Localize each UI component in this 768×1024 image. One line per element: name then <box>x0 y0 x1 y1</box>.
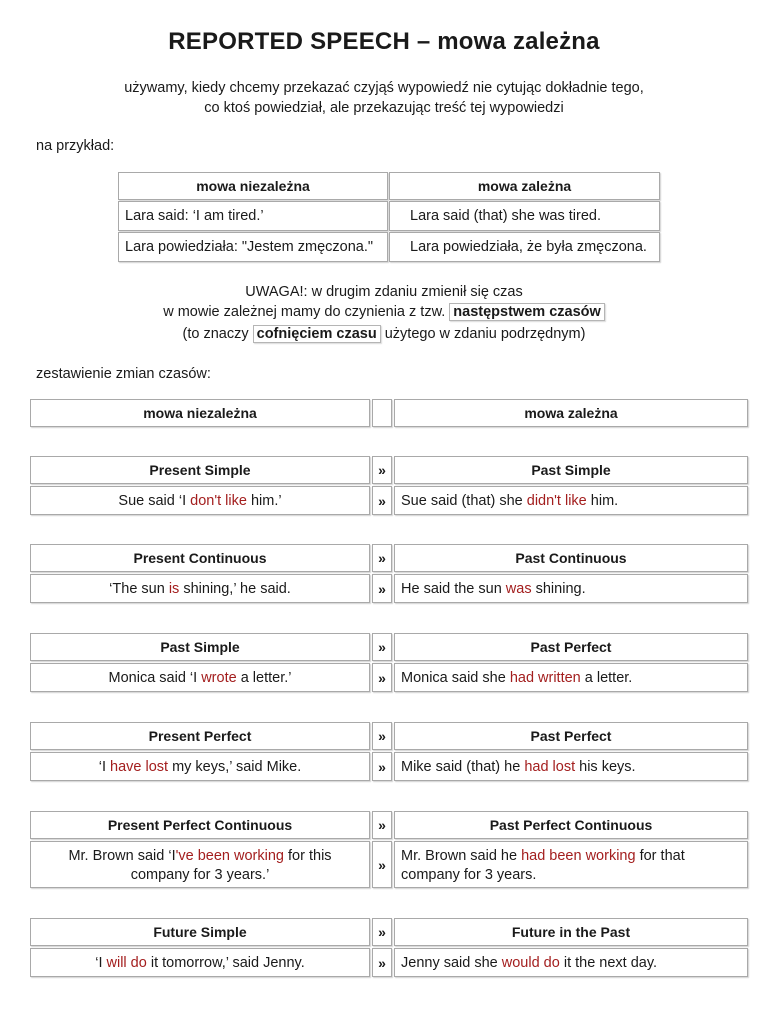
example-text-end: his keys. <box>575 758 636 775</box>
note-line-3 <box>0 326 768 342</box>
note-highlight-backshift: cofnięciem czasu <box>253 325 381 343</box>
arrow-icon: » <box>372 633 392 661</box>
tense-from-example <box>30 948 370 977</box>
example-text: Sue said ‘I <box>118 492 191 509</box>
example-header-direct: mowa niezależna <box>118 172 388 200</box>
highlighted-verb: would do <box>501 954 560 971</box>
highlighted-verb: have lost <box>110 758 169 775</box>
highlighted-verb: had been working <box>521 848 636 864</box>
arrow-icon: » <box>372 811 392 839</box>
tense-from-header: Present Perfect Continuous <box>30 811 370 839</box>
tense-from-example <box>30 486 370 515</box>
tense-to-header: Past Perfect <box>394 633 748 661</box>
example-text-end: him. <box>586 492 619 509</box>
tense-from-header: Past Simple <box>30 633 370 661</box>
example-text-end: for that company for 3 years. <box>401 848 685 883</box>
note-highlight-sequence: następstwem czasów <box>449 303 604 321</box>
page-title: REPORTED SPEECH – mowa zależna <box>168 28 600 55</box>
example-label: na przykład: <box>36 138 115 154</box>
arrow-icon: » <box>372 722 392 750</box>
arrow-icon: » <box>372 456 392 484</box>
example-text: Monica said she <box>401 669 510 686</box>
summary-header-spacer <box>372 399 392 427</box>
note-line-3-text: (to znaczy <box>182 326 253 342</box>
example-text: Jenny said she <box>401 954 502 971</box>
arrow-icon: » <box>372 574 392 603</box>
tense-to-header: Future in the Past <box>394 918 748 946</box>
highlighted-verb: had written <box>509 669 581 686</box>
tense-from-header: Future Simple <box>30 918 370 946</box>
example-text-end: a letter.’ <box>236 669 292 686</box>
tense-to-header: Past Perfect Continuous <box>394 811 748 839</box>
tense-to-example <box>394 841 748 888</box>
note-line-1: UWAGA!: w drugim zdaniu zmienił się czas <box>245 284 523 300</box>
example-text-end: a letter. <box>580 669 633 686</box>
tense-to-example <box>394 574 748 603</box>
arrow-icon: » <box>372 486 392 515</box>
tense-from-header: Present Continuous <box>30 544 370 572</box>
arrow-icon: » <box>372 948 392 977</box>
summary-header-direct: mowa niezależna <box>30 399 370 427</box>
example-text: Mr. Brown said ‘I <box>68 848 176 864</box>
example-text-end: for this company for 3 years.’ <box>130 848 332 883</box>
tense-to-header: Past Perfect <box>394 722 748 750</box>
highlighted-verb: don't like <box>190 492 247 509</box>
tense-to-header: Past Continuous <box>394 544 748 572</box>
note-line-2 <box>0 304 768 320</box>
tense-to-example <box>394 486 748 515</box>
summary-header-reported: mowa zależna <box>394 399 748 427</box>
arrow-icon: » <box>372 663 392 692</box>
note-line-2-text: w mowie zależnej mamy do czynienia z tzw. <box>163 304 450 320</box>
intro-line-2: co ktoś powiedział, ale przekazując treść tej wypowiedzi <box>204 100 564 116</box>
example-text: ‘The sun <box>109 580 169 597</box>
example-text-end: it tomorrow,’ said Jenny. <box>146 954 305 971</box>
tense-to-example <box>394 752 748 781</box>
arrow-icon: » <box>372 752 392 781</box>
highlighted-verb: had lost <box>524 758 576 775</box>
example-text: He said the sun <box>401 580 506 597</box>
highlighted-verb: wrote <box>201 669 237 686</box>
tense-from-example <box>30 663 370 692</box>
example-cell-reported-2: Lara powiedziała, że była zmęczona. <box>389 232 660 262</box>
tense-to-header: Past Simple <box>394 456 748 484</box>
example-text-end: my keys,’ said Mike. <box>168 758 302 775</box>
example-text-end: shining,’ he said. <box>179 580 291 597</box>
example-text: Mike said (that) he <box>401 758 525 775</box>
highlighted-verb: didn't like <box>526 492 587 509</box>
tense-from-example <box>30 752 370 781</box>
tense-from-example <box>30 574 370 603</box>
tense-from-header: Present Perfect <box>30 722 370 750</box>
example-header-reported: mowa zależna <box>389 172 660 200</box>
example-cell-direct-2: Lara powiedziała: "Jestem zmęczona." <box>118 232 388 262</box>
example-text: Mr. Brown said he <box>401 848 522 864</box>
highlighted-verb: was <box>505 580 532 597</box>
summary-label: zestawienie zmian czasów: <box>36 366 211 382</box>
example-text: ‘I <box>95 954 107 971</box>
arrow-icon: » <box>372 544 392 572</box>
example-text: Monica said ‘I <box>108 669 202 686</box>
example-text-end: him.’ <box>246 492 282 509</box>
example-text: ‘I <box>98 758 110 775</box>
tense-from-header: Present Simple <box>30 456 370 484</box>
note-line-3-tail: użytego w zdaniu podrzędnym) <box>380 326 586 342</box>
example-text: Sue said (that) she <box>401 492 527 509</box>
tense-to-example <box>394 663 748 692</box>
highlighted-verb: 've been working <box>175 848 284 864</box>
highlighted-verb: is <box>168 580 180 597</box>
intro-line-1: używamy, kiedy chcemy przekazać czyjąś wypowiedź nie cytując dokładnie tego, <box>124 80 644 96</box>
example-text-end: it the next day. <box>559 954 658 971</box>
highlighted-verb: will do <box>106 954 147 971</box>
arrow-icon: » <box>372 841 392 888</box>
example-text-end: shining. <box>531 580 586 597</box>
example-cell-reported-1: Lara said (that) she was tired. <box>389 201 660 231</box>
arrow-icon: » <box>372 918 392 946</box>
tense-to-example <box>394 948 748 977</box>
tense-from-example <box>30 841 370 888</box>
example-cell-direct-1: Lara said: ‘I am tired.’ <box>118 201 388 231</box>
